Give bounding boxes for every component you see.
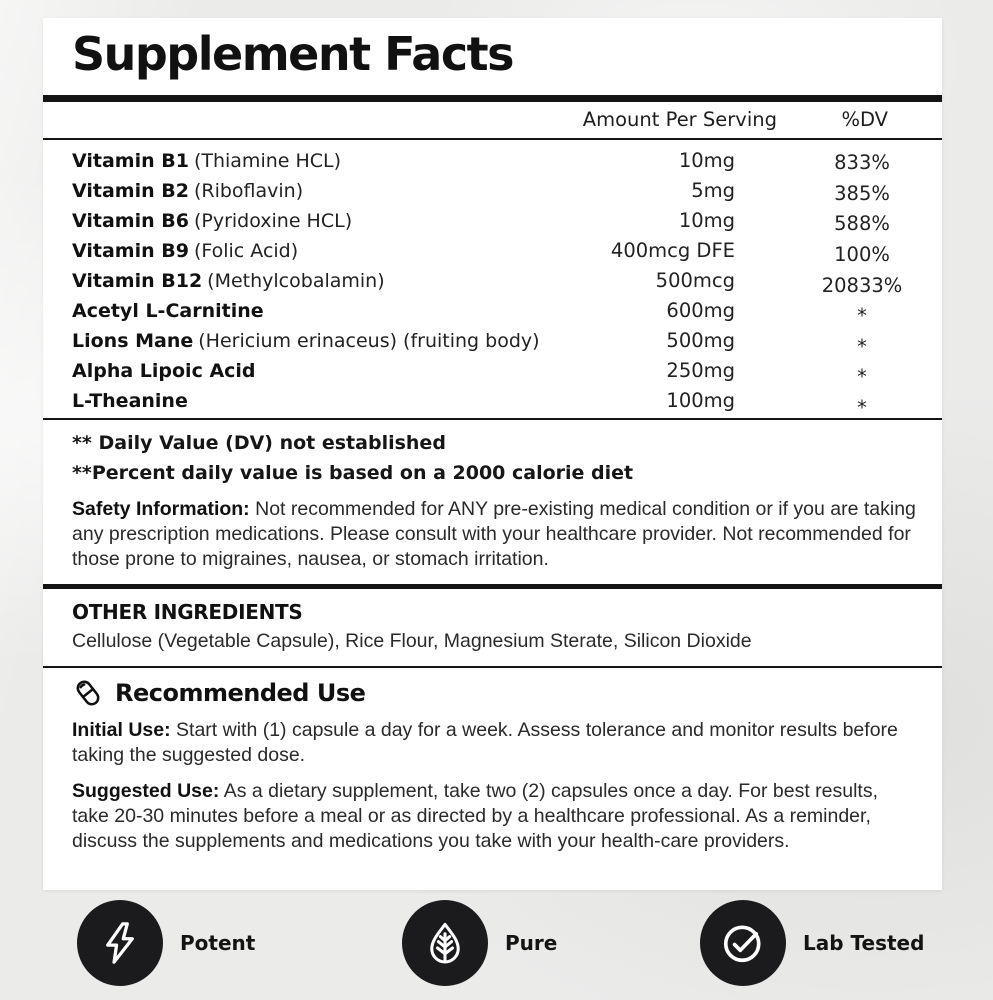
- badge-circle: [700, 900, 786, 986]
- dv-value: *: [857, 304, 867, 328]
- dv-note: ** Daily Value (DV) not established: [72, 431, 446, 454]
- other-ingredients-text: Cellulose (Vegetable Capsule), Rice Flour, Magnesium Sterate, Silicon Dioxide: [72, 629, 752, 652]
- dv-column-header: %DV: [841, 107, 888, 131]
- check-circle-icon: [720, 920, 766, 966]
- ingredient: [43, 180, 303, 202]
- badge-pure: [402, 900, 557, 986]
- suggested-use: [43, 779, 942, 854]
- dv-value: 20833%: [821, 273, 903, 297]
- badge-label: Potent: [180, 931, 256, 955]
- ingredient: [43, 390, 188, 412]
- other-ingredients-section: [43, 600, 942, 654]
- dv-value: 100%: [834, 242, 890, 266]
- suggested-use-text: As a dietary supplement, take two (2) capsules once a day. For best results, take 20-30 minutes before a meal or as directed by a healthcare professional. As a reminder, discuss the supplements and medications you take with your health-care providers.: [72, 779, 879, 852]
- ingredient-name: Vitamin B9: [72, 239, 189, 262]
- amount-column-header: Amount Per Serving: [582, 107, 777, 131]
- recommended-use-heading: Recommended Use: [115, 678, 366, 707]
- badge-circle: [402, 900, 488, 986]
- divider: [43, 666, 942, 668]
- dv-value: 385%: [834, 181, 890, 205]
- ingredient: [43, 300, 264, 322]
- ingredient-name: Vitamin B1: [72, 149, 189, 172]
- ingredient: [43, 270, 385, 292]
- divider: [43, 95, 942, 102]
- initial-use-label: Initial Use:: [72, 718, 171, 741]
- safety-information: [43, 497, 942, 572]
- ingredient-detail: (Thiamine HCL): [193, 149, 342, 172]
- ingredient-name: Vitamin B12: [72, 269, 203, 292]
- amount-value: 250mg: [666, 359, 735, 382]
- amount-value: 100mg: [666, 389, 735, 412]
- page-title: Supplement Facts: [72, 27, 513, 81]
- badge-circle: [77, 900, 163, 986]
- ingredient: [43, 150, 341, 172]
- ingredient-name: Acetyl L-Carnitine: [72, 299, 264, 322]
- other-ingredients-heading: OTHER INGREDIENTS: [72, 599, 303, 624]
- amount-value: 600mg: [666, 299, 735, 322]
- ingredient-name: L-Theanine: [72, 389, 188, 412]
- badge-row: [0, 900, 993, 990]
- leaf-icon: [422, 920, 468, 966]
- ingredient: [43, 240, 298, 262]
- dv-value: *: [857, 396, 867, 419]
- ingredient-name: Lions Mane: [72, 329, 194, 352]
- initial-use: [43, 718, 942, 768]
- ingredient: [43, 360, 256, 382]
- dv-value: *: [857, 365, 867, 389]
- daily-value-notes: [43, 432, 942, 484]
- amount-value: 5mg: [691, 179, 735, 202]
- ingredient-name: Vitamin B2: [72, 179, 189, 202]
- divider: [43, 584, 942, 589]
- lightning-icon: [97, 920, 143, 966]
- ingredient-detail: (Methylcobalamin): [207, 269, 385, 292]
- ingredient: [43, 210, 352, 232]
- supplement-facts-card: [43, 18, 942, 890]
- pill-icon: [72, 677, 104, 709]
- badge-lab-tested: [700, 900, 924, 986]
- safety-text: Not recommended for ANY pre-existing medical condition or if you are taking any prescription medications. Please consult with your healthcare provider. Not recommended for those prone to migraines, nausea, or stomach irritation.: [72, 497, 916, 570]
- dv-value: 588%: [834, 212, 890, 236]
- ingredient-detail: (Folic Acid): [193, 239, 299, 262]
- badge-label: Pure: [505, 931, 558, 955]
- dv-column: [802, 151, 922, 420]
- ingredient-detail: (Pyridoxine HCL): [193, 209, 353, 232]
- ingredient-name: Vitamin B6: [72, 209, 189, 232]
- amount-value: 10mg: [678, 149, 735, 172]
- amount-value: 500mg: [666, 329, 735, 352]
- amount-value: 400mcg DFE: [610, 239, 735, 262]
- amount-value: 10mg: [678, 209, 735, 232]
- badge-label: Lab Tested: [803, 931, 925, 955]
- safety-label: Safety Information:: [72, 497, 250, 520]
- ingredient-detail: (Riboflavin): [193, 179, 304, 202]
- ingredient-name: Alpha Lipoic Acid: [72, 359, 256, 382]
- dv-value: *: [857, 334, 867, 358]
- ingredient: [43, 330, 540, 352]
- initial-use-text: Start with (1) capsule a day for a week. Assess tolerance and monitor results before taking the suggested dose.: [72, 718, 898, 766]
- recommended-use-heading-row: [43, 677, 942, 709]
- table-header: [43, 102, 942, 138]
- amount-value: 500mcg: [655, 269, 735, 292]
- badge-potent: [77, 900, 255, 986]
- suggested-use-label: Suggested Use:: [72, 779, 220, 802]
- dv-value: 833%: [834, 151, 890, 174]
- ingredient-detail: (Hericium erinaceus) (fruiting body): [198, 329, 540, 352]
- dv-note: **Percent daily value is based on a 2000 calorie diet: [72, 461, 634, 484]
